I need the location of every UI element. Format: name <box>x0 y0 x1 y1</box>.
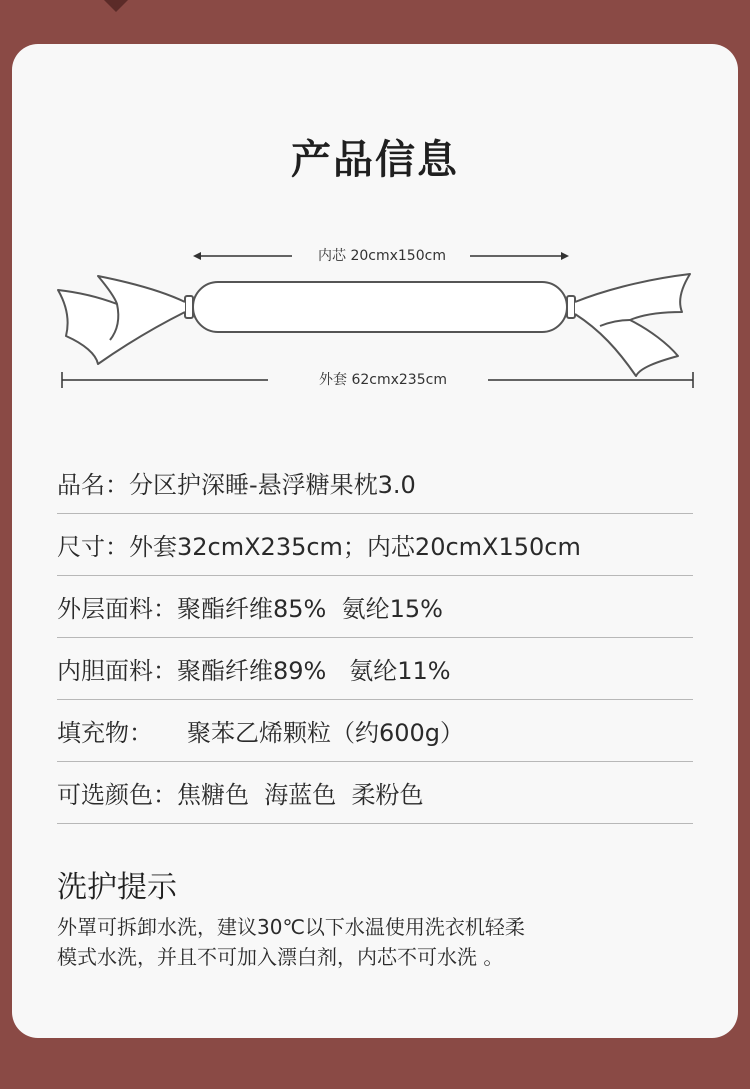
spec-value: 聚酯纤维89% 氨纶11% <box>177 657 451 685</box>
spec-label: 内胆面料： <box>57 657 177 685</box>
spec-value: 分区护深睡-悬浮糖果枕3.0 <box>129 471 416 499</box>
inner-dimension <box>193 247 569 264</box>
spec-label: 品名： <box>57 471 129 499</box>
spec-value: 外套32cmX235cm；内芯20cmX150cm <box>129 533 581 561</box>
outer-dimension-label: 外套 62cmx235cm <box>319 372 447 388</box>
care-line: 外罩可拆卸水洗，建议30℃以下水温使用洗衣机轻柔 <box>57 915 525 939</box>
spec-label: 尺寸： <box>57 533 129 561</box>
pillow-body <box>58 274 690 376</box>
spec-row-name <box>57 452 693 514</box>
spec-label: 外层面料： <box>57 595 177 623</box>
spec-list <box>57 452 693 824</box>
spec-label: 可选颜色： <box>57 781 177 809</box>
spec-value: 聚酯纤维85% 氨纶15% <box>177 595 443 623</box>
care-line: 模式水洗，并且不可加入漂白剂，内芯不可水洗 。 <box>57 945 504 969</box>
spec-row-colors <box>57 762 693 824</box>
page-title: 产品信息 <box>291 137 459 183</box>
spec-label: 填充物： <box>57 719 153 747</box>
spec-row-outer-fabric <box>57 576 693 638</box>
care-text <box>57 912 677 972</box>
spec-value: 聚苯乙烯颗粒（约600g） <box>187 719 465 747</box>
inner-dimension-label: 内芯 20cmx150cm <box>318 248 446 264</box>
spec-row-inner-fabric <box>57 638 693 700</box>
spec-row-size <box>57 514 693 576</box>
care-title: 洗护提示 <box>57 870 177 905</box>
outer-dimension <box>62 372 693 388</box>
pillow-diagram <box>0 240 750 400</box>
spec-value: 焦糖色 海蓝色 柔粉色 <box>177 781 424 809</box>
spec-row-filling <box>57 700 693 762</box>
